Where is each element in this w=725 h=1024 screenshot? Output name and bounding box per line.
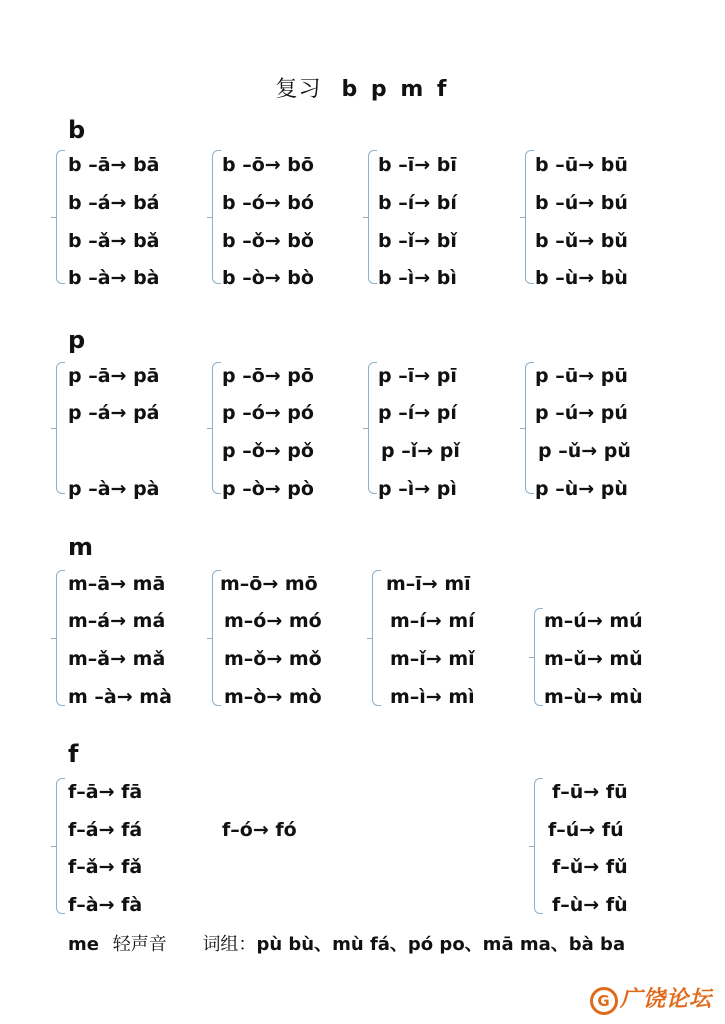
syllable-row: m–ò→ mò xyxy=(224,686,322,708)
logo-text: 广饶论坛 xyxy=(620,987,713,1012)
syllable-row: p –ú→ pú xyxy=(535,402,628,424)
syllable-row: b –ō→ bō xyxy=(222,154,314,176)
cizu-label: 词组： xyxy=(202,934,257,955)
brace xyxy=(534,608,543,706)
brace xyxy=(368,150,377,284)
syllable-row: p –ò→ pò xyxy=(222,478,314,500)
me-label: me xyxy=(68,934,99,955)
title-chinese: 复习 xyxy=(275,77,322,102)
syllable-row: f–ó→ fó xyxy=(222,819,297,841)
syllable-row: f–ū→ fū xyxy=(552,781,628,803)
syllable-row: m–ǐ→ mǐ xyxy=(390,648,475,670)
syllable-row: p –ū→ pū xyxy=(535,365,628,387)
brace xyxy=(56,778,65,914)
bottom-line xyxy=(68,930,625,956)
syllable-row: b –ù→ bù xyxy=(535,267,628,289)
syllable-row: m–á→ má xyxy=(68,610,166,632)
section-letter-b: b xyxy=(68,116,86,144)
syllable-row: f–ù→ fù xyxy=(552,894,628,916)
syllable-row: m –à→ mà xyxy=(68,686,172,708)
syllable-row: m–í→ mí xyxy=(390,610,475,632)
brace xyxy=(212,362,221,494)
syllable-row: f–à→ fà xyxy=(68,894,143,916)
syllable-row: b –ǔ→ bǔ xyxy=(535,230,628,252)
syllable-row: f–ú→ fú xyxy=(548,819,624,841)
brace xyxy=(525,362,534,494)
syllable-row: p –ā→ pā xyxy=(68,365,160,387)
syllable-row: b –ó→ bó xyxy=(222,192,314,214)
syllable-row: p –ì→ pì xyxy=(378,478,457,500)
section-letter-f: f xyxy=(68,740,79,768)
syllable-row: m–ā→ mā xyxy=(68,573,166,595)
syllable-row: f–ā→ fā xyxy=(68,781,143,803)
syllable-row: m–ō→ mō xyxy=(220,573,318,595)
watermark-logo xyxy=(590,982,712,1015)
syllable-row: b –ǒ→ bǒ xyxy=(222,230,314,252)
syllable-row: m–ǒ→ mǒ xyxy=(224,648,322,670)
syllable-row: p –ù→ pù xyxy=(535,478,628,500)
syllable-row: p –ó→ pó xyxy=(222,402,314,424)
brace xyxy=(534,778,543,914)
syllable-row: b –ú→ bú xyxy=(535,192,628,214)
brace xyxy=(525,150,534,284)
syllable-row: b –ā→ bā xyxy=(68,154,160,176)
syllable-row: p –ō→ pō xyxy=(222,365,314,387)
syllable-row: b –í→ bí xyxy=(378,192,457,214)
syllable-row: b –á→ bá xyxy=(68,192,160,214)
syllable-row: p –ǐ→ pǐ xyxy=(381,440,460,462)
syllable-row: m–ù→ mù xyxy=(544,686,643,708)
logo-icon: G xyxy=(590,987,618,1015)
brace xyxy=(56,570,65,706)
title-latin: b p m f xyxy=(341,77,450,102)
syllable-row: f–á→ fá xyxy=(68,819,143,841)
syllable-row: m–ì→ mì xyxy=(390,686,475,708)
syllable-row: b –ò→ bò xyxy=(222,267,314,289)
syllable-row: m–ó→ mó xyxy=(224,610,322,632)
syllable-row: b –ī→ bī xyxy=(378,154,457,176)
syllable-row: m–ī→ mī xyxy=(386,573,471,595)
syllable-row: b –ǎ→ bǎ xyxy=(68,230,160,252)
cizu-words: pù bù、mù fá、pó po、mā ma、bà ba xyxy=(256,934,626,955)
syllable-row: p –á→ pá xyxy=(68,402,160,424)
brace xyxy=(372,570,381,706)
syllable-row: b –ì→ bì xyxy=(378,267,457,289)
qingsheng-label: 轻声音 xyxy=(112,934,167,955)
syllable-row: p –à→ pà xyxy=(68,478,160,500)
brace xyxy=(56,150,65,284)
syllable-row: f–ǎ→ fǎ xyxy=(68,856,143,878)
syllable-row: p –ǔ→ pǔ xyxy=(538,440,631,462)
syllable-row: m–ú→ mú xyxy=(544,610,643,632)
brace xyxy=(212,150,221,284)
syllable-row: p –ī→ pī xyxy=(378,365,457,387)
syllable-row: p –ǒ→ pǒ xyxy=(222,440,314,462)
brace xyxy=(56,362,65,494)
syllable-row: p –í→ pí xyxy=(378,402,457,424)
syllable-row: f–ǔ→ fǔ xyxy=(552,856,628,878)
syllable-row: b –ǐ→ bǐ xyxy=(378,230,457,252)
section-letter-p: p xyxy=(68,326,86,354)
syllable-row: m–ǎ→ mǎ xyxy=(68,648,166,670)
page-title xyxy=(0,72,725,103)
syllable-row: b –à→ bà xyxy=(68,267,160,289)
brace xyxy=(368,362,377,494)
syllable-row: m–ǔ→ mǔ xyxy=(544,648,643,670)
syllable-row: b –ū→ bū xyxy=(535,154,628,176)
section-letter-m: m xyxy=(68,533,94,561)
